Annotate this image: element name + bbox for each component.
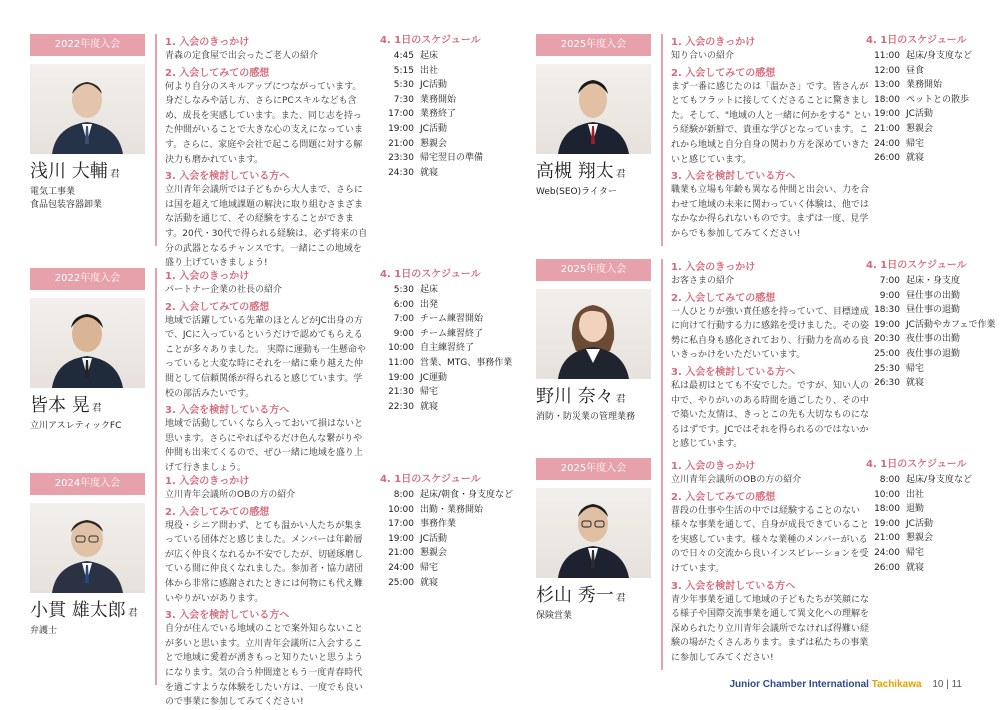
- join-year-badge: 2025年度入会: [536, 34, 651, 56]
- schedule-row: [866, 332, 991, 347]
- schedule: [866, 34, 991, 166]
- schedule-row: [866, 362, 991, 377]
- q3-answer: 職業も立場も年齢も異なる仲間と出会い、力を合わせて地域の未来に関わっていく体験は、他ではなかなか得られないものです。まずは一度、見学からでも参加してみてください!: [671, 185, 870, 239]
- schedule-time: 17:00: [388, 519, 414, 530]
- schedule-row: [380, 93, 505, 108]
- qa-section: [661, 259, 876, 471]
- qa-section: [155, 473, 370, 708]
- schedule-activity: 事務作業: [420, 519, 457, 530]
- schedule-heading: 4. 1日のスケジュール: [866, 459, 967, 470]
- q1-heading: 1. 入会のきっかけ: [671, 262, 756, 273]
- member-name: 皆本 晃 君: [30, 395, 102, 416]
- honorific: 君: [615, 169, 626, 180]
- q3-answer: 自分が住んでいる地域のことで案外知らないことが多いと思います。立川青年会議所に入会することで地域に愛着が湧きもっと知りたいと思うようになります。気の合う仲間達ともう一度青春時代を過ごすような体験をしたい方は、一度でも良いので事業に参加してみてください!: [165, 624, 364, 708]
- q3-heading: 3. 入会を検討している方へ: [165, 405, 290, 417]
- schedule-row: [380, 546, 505, 561]
- schedule-activity: JC活動やカフェで作業: [906, 319, 996, 330]
- q2-answer: まず一番に感じたのは「温かさ」です。皆さんがとてもフラットに接してくださることに驚きました。そして、"地域の人と一緒に何かをする" という経験が新鮮で、貴重な学びとなっています。これから地域と自分自身の関わり方を深めていきたいと感じています。: [671, 81, 871, 165]
- schedule-row: [866, 107, 991, 122]
- schedule-activity: 懇親会: [906, 533, 934, 544]
- affiliation: Web(SEO)ライター: [536, 187, 617, 197]
- schedule: [380, 34, 505, 180]
- page-footer: [729, 679, 962, 690]
- schedule-row: [380, 298, 505, 313]
- schedule-row: [866, 93, 991, 108]
- schedule-activity: 昼仕事の退勤: [906, 305, 961, 316]
- schedule-time: 11:00: [874, 51, 900, 61]
- schedule-time: 6:00: [393, 299, 414, 310]
- schedule-time: 19:00: [874, 109, 900, 120]
- schedule-row: [380, 64, 505, 79]
- schedule-row: [380, 503, 505, 518]
- honorific: 君: [127, 608, 138, 619]
- schedule-time: 9:00: [393, 328, 414, 339]
- member-name: 杉山 秀一 君: [536, 585, 626, 606]
- portrait-photo: [30, 298, 145, 388]
- schedule-row: [380, 283, 505, 298]
- schedule-row: [380, 561, 505, 576]
- schedule-time: 25:30: [874, 363, 900, 374]
- schedule-time: 21:00: [388, 138, 414, 149]
- q1-answer: 立川青年会議所のOBの方の紹介: [671, 475, 802, 485]
- honorific: 君: [615, 394, 626, 405]
- schedule-heading: 4. 1日のスケジュール: [380, 474, 481, 485]
- join-year-badge: 2022年度入会: [30, 268, 145, 290]
- schedule-activity: 出勤・業務開始: [420, 504, 484, 515]
- schedule-activity: 起床/朝食・身支度など: [420, 490, 514, 500]
- q2-answer: 普段の仕事や生活の中では経験することのない様々な事業を通して、自身が成長できていることを実感しています。様々な業種のメンバーがいるので日々の交流から良いインスピレーションを受けています。: [671, 505, 869, 574]
- schedule-activity: 帰宅翌日の準備: [420, 153, 484, 164]
- q1-answer: お客さまの紹介: [671, 276, 735, 286]
- schedule-activity: 自主練習終了: [420, 343, 475, 354]
- schedule-time: 10:00: [874, 489, 900, 500]
- schedule-activity: 帰宅: [906, 138, 925, 149]
- q2-answer: 一人ひとりが強い責任感を持っていて、目標達成に向けて行動する力に感銘を受けました。その姿勢に私自身も感化されており、行動力を高める良いきっかけをいただいています。: [671, 306, 870, 361]
- schedule-time: 5:30: [393, 80, 414, 91]
- schedule: [866, 259, 996, 391]
- schedule-time: 5:30: [393, 285, 414, 295]
- q2-answer: 地域で活躍している先輩のほとんどがJC出身の方で、JCに入っているというだけで認めてもらえることが多々ありました。 実際に運動も一生懸命やっていると大変な時にそれを一緒に乗り越えた仲間として信頼関係が得られると感じています。学校の部活みたいです。: [165, 315, 366, 399]
- q3-heading: 3. 入会を検討している方へ: [165, 610, 290, 622]
- schedule-time: 8:00: [879, 475, 900, 485]
- schedule-time: 25:00: [388, 577, 414, 588]
- schedule-activity: 起床・身支度: [906, 276, 961, 286]
- schedule-activity: JC運動: [420, 372, 447, 383]
- q1-heading: 1. 入会のきっかけ: [165, 37, 250, 48]
- member-name: 高槻 翔太 君: [536, 161, 626, 182]
- schedule-heading: 4. 1日のスケジュール: [866, 35, 967, 46]
- schedule-row: [866, 137, 991, 152]
- schedule-activity: 懇親会: [906, 123, 934, 134]
- schedule-time: 10:00: [388, 343, 414, 354]
- schedule-activity: 起床/身支度など: [906, 475, 973, 485]
- schedule-row: [380, 371, 505, 386]
- schedule-row: [380, 166, 505, 181]
- join-year-badge: 2025年度入会: [536, 458, 651, 480]
- schedule-activity: 出発: [420, 299, 439, 310]
- q2-heading: 2. 入会してみての感想: [671, 292, 776, 304]
- schedule-heading: 4. 1日のスケジュール: [380, 35, 481, 46]
- qa-section: [155, 268, 370, 480]
- schedule-activity: 昼食: [906, 65, 925, 76]
- schedule-activity: 懇親会: [420, 548, 448, 559]
- schedule-activity: 就寝: [420, 167, 439, 178]
- schedule-time: 19:00: [388, 533, 414, 544]
- schedule-heading: 4. 1日のスケジュール: [866, 260, 967, 271]
- schedule-row: [866, 289, 991, 304]
- schedule-row: [866, 122, 991, 137]
- schedule-activity: 退勤: [906, 504, 925, 515]
- page-numbers: 10 | 11: [932, 679, 962, 690]
- schedule-heading: 4. 1日のスケジュール: [380, 269, 481, 280]
- schedule-activity: 就寝: [906, 562, 925, 573]
- schedule-time: 22:30: [388, 401, 414, 412]
- schedule-activity: 業務開始: [906, 80, 943, 91]
- schedule-row: [380, 312, 505, 327]
- schedule-row: [380, 327, 505, 342]
- q1-answer: 青森の定食屋で出会ったご老人の紹介: [165, 51, 319, 61]
- honorific: 君: [615, 593, 626, 604]
- q2-heading: 2. 入会してみての感想: [165, 506, 270, 518]
- schedule-time: 20:30: [874, 334, 900, 345]
- schedule-row: [866, 78, 991, 93]
- schedule-activity: 就寝: [420, 401, 439, 412]
- member-name: 小貫 雄太郎 君: [30, 600, 138, 621]
- schedule-activity: 就寝: [420, 577, 439, 588]
- schedule-activity: 起床: [420, 51, 439, 61]
- q3-answer: 立川青年会議所では子どもから大人まで、さらには国を超えて地域課題の解決に取り組むさまざまな活動を通じて、その経験をすることができます。20代・30代で得られる経験は、必ず将来の自分の武器となるチャンスです。一緒にこの地域を盛り上げていきましょう!: [165, 185, 368, 269]
- q1-heading: 1. 入会のきっかけ: [671, 37, 756, 48]
- q1-answer: 立川青年会議所のOBの方の紹介: [165, 490, 296, 500]
- footer-org: Junior Chamber International: [729, 679, 869, 690]
- schedule-time: 19:00: [388, 372, 414, 383]
- schedule-row: [380, 400, 505, 415]
- q1-answer: 知り合いの紹介: [671, 51, 735, 61]
- affiliation: 弁護士: [30, 626, 58, 636]
- schedule-row: [380, 137, 505, 152]
- schedule-time: 24:00: [874, 547, 900, 558]
- schedule-time: 19:00: [874, 319, 900, 330]
- schedule-activity: チーム練習開始: [420, 314, 484, 325]
- schedule-time: 7:00: [879, 276, 900, 286]
- affiliation: 消防・防災業の管理業務: [536, 412, 636, 422]
- schedule-activity: 夜仕事の出勤: [906, 334, 961, 345]
- honorific: 君: [109, 169, 120, 180]
- q3-heading: 3. 入会を検討している方へ: [671, 171, 796, 183]
- portrait-photo: [30, 503, 145, 593]
- schedule-activity: チーム練習終了: [420, 328, 484, 339]
- schedule-time: 26:00: [874, 153, 900, 164]
- schedule-row: [866, 347, 991, 362]
- schedule-activity: JC活動: [420, 533, 447, 544]
- schedule-activity: 業務開始: [420, 94, 457, 105]
- schedule-activity: 就寝: [906, 153, 925, 164]
- q3-heading: 3. 入会を検討している方へ: [165, 171, 290, 183]
- join-year-badge: 2025年度入会: [536, 259, 651, 281]
- profile-card: [30, 473, 514, 708]
- schedule-activity: ペットとの散歩: [906, 94, 970, 105]
- schedule-activity: JC活動: [420, 80, 447, 91]
- schedule-time: 18:30: [874, 305, 900, 316]
- schedule-activity: 出社: [420, 65, 439, 76]
- q1-answer: パートナー企業の社長の紹介: [165, 285, 283, 295]
- schedule-activity: 起床: [420, 285, 439, 295]
- schedule-row: [866, 517, 991, 532]
- schedule-activity: 夜仕事の退勤: [906, 348, 961, 359]
- schedule-time: 26:00: [874, 562, 900, 573]
- schedule-activity: 帰宅: [420, 562, 439, 573]
- schedule-time: 19:00: [874, 518, 900, 529]
- schedule-time: 21:30: [388, 387, 414, 398]
- q2-heading: 2. 入会してみての感想: [671, 67, 776, 79]
- q1-heading: 1. 入会のきっかけ: [671, 461, 756, 472]
- q3-heading: 3. 入会を検討している方へ: [671, 580, 796, 592]
- join-year-badge: 2022年度入会: [30, 34, 145, 56]
- q3-answer: 私は最初はとても不安でした。ですが、知い人の中で、やりがいのある時間を過ごしたり、その中で築いた友情は、きっとこの先も大切なものになるはずです。JCではそれを得られるのではないかと感じています。: [671, 380, 870, 450]
- q3-answer: 青少年事業を通して地域の子どもたちが笑顔になる様子や国際交流事業を通して異文化への理解を深められたり立川青年会議所でなければ得難い経験の場がたくさんあります。まずは私たちの事業に参加してみてください!: [671, 594, 870, 663]
- schedule-activity: 起床/身支度など: [906, 51, 973, 61]
- schedule-time: 7:00: [393, 314, 414, 325]
- schedule-activity: JC活動: [906, 518, 933, 529]
- schedule: [866, 458, 991, 575]
- schedule-row: [380, 122, 505, 137]
- schedule-time: 17:00: [388, 109, 414, 120]
- schedule-row: [380, 341, 505, 356]
- schedule-time: 18:00: [874, 504, 900, 515]
- schedule-activity: 帰宅: [906, 363, 925, 374]
- schedule-row: [380, 49, 505, 64]
- schedule-time: 5:15: [393, 65, 414, 76]
- schedule-row: [380, 532, 505, 547]
- q2-heading: 2. 入会してみての感想: [165, 67, 270, 79]
- schedule-row: [866, 274, 991, 289]
- qa-section: [661, 34, 876, 246]
- schedule-time: 21:00: [874, 533, 900, 544]
- schedule-time: 24:30: [388, 167, 414, 178]
- schedule-time: 18:00: [874, 94, 900, 105]
- profile-card: [536, 458, 1000, 673]
- schedule-row: [866, 49, 991, 64]
- schedule-row: [866, 531, 991, 546]
- schedule-row: [866, 64, 991, 79]
- portrait-photo: [536, 488, 651, 578]
- schedule-row: [380, 385, 505, 400]
- portrait-photo: [536, 64, 651, 154]
- schedule-time: 21:00: [388, 548, 414, 559]
- schedule-time: 24:00: [874, 138, 900, 149]
- schedule-row: [866, 151, 991, 166]
- qa-section: [155, 34, 370, 269]
- schedule-activity: 出社: [906, 489, 925, 500]
- schedule-row: [866, 473, 991, 488]
- schedule-row: [866, 502, 991, 517]
- schedule-time: 23:30: [388, 153, 414, 164]
- q2-answer: 何より自分のスキルアップにつながっています。身だしなみや話し方、さらにPCスキルなども含め、成長を実感しています。また、同じ志を持った仲間がいることで大きな心の支えになっています。さらに、家庭や会社で起こる問題に対する解決力も磨かれています。: [165, 81, 364, 165]
- schedule-time: 10:00: [388, 504, 414, 515]
- schedule-time: 25:00: [874, 348, 900, 359]
- schedule-row: [380, 488, 514, 503]
- profile-card: [536, 259, 1000, 474]
- schedule-activity: 業務終了: [420, 109, 457, 120]
- schedule-activity: 就寝: [906, 378, 925, 389]
- q1-heading: 1. 入会のきっかけ: [165, 476, 250, 487]
- profile-card: [30, 268, 513, 483]
- schedule-time: 9:00: [879, 290, 900, 301]
- portrait-photo: [536, 289, 651, 379]
- schedule-time: 26:30: [874, 378, 900, 389]
- schedule: [380, 268, 513, 414]
- q2-heading: 2. 入会してみての感想: [165, 301, 270, 313]
- join-year-badge: 2024年度入会: [30, 473, 145, 495]
- schedule-time: 8:00: [393, 490, 414, 500]
- affiliation: 保険営業: [536, 611, 573, 621]
- schedule-activity: 営業、MTG、事務作業: [420, 357, 513, 368]
- qa-section: [661, 458, 876, 670]
- schedule-activity: 懇親会: [420, 138, 448, 149]
- schedule-time: 7:30: [393, 94, 414, 105]
- affiliation: 電気工事業 食品包装容器卸業: [30, 187, 103, 210]
- schedule-time: 4:45: [393, 51, 414, 61]
- profile-card: [536, 34, 1000, 249]
- schedule-row: [866, 546, 991, 561]
- profile-card: [30, 34, 500, 269]
- schedule-row: [866, 561, 991, 576]
- schedule-time: 21:00: [874, 123, 900, 134]
- schedule-row: [380, 107, 505, 122]
- footer-city: Tachikawa: [871, 679, 922, 690]
- schedule-time: 19:00: [388, 123, 414, 134]
- schedule: [380, 473, 514, 590]
- schedule-activity: 昼仕事の出勤: [906, 290, 961, 301]
- member-name: 野川 奈々 君: [536, 386, 626, 407]
- schedule-row: [866, 376, 991, 391]
- affiliation: 立川アスレティックFC: [30, 421, 122, 431]
- q3-heading: 3. 入会を検討している方へ: [671, 366, 796, 378]
- schedule-time: 13:00: [874, 80, 900, 91]
- schedule-activity: JC活動: [906, 109, 933, 120]
- schedule-activity: JC活動: [420, 123, 447, 134]
- schedule-time: 24:00: [388, 562, 414, 573]
- schedule-time: 12:00: [874, 65, 900, 76]
- schedule-row: [380, 576, 505, 591]
- schedule-row: [866, 318, 996, 333]
- schedule-row: [866, 303, 991, 318]
- honorific: 君: [91, 403, 102, 414]
- q2-heading: 2. 入会してみての感想: [671, 491, 776, 503]
- schedule-activity: 帰宅: [906, 547, 925, 558]
- portrait-photo: [30, 64, 145, 154]
- schedule-activity: 帰宅: [420, 387, 439, 398]
- schedule-row: [380, 517, 505, 532]
- q3-answer: 地域で活動していくなら入っておいて損はないと思います。さらにやればやるだけ色んな繋がりや仲間も出来てくるので、ぜひ一緒に地域を盛り上げて行きましょう。: [165, 419, 364, 473]
- schedule-row: [380, 151, 505, 166]
- schedule-row: [380, 356, 513, 371]
- schedule-row: [866, 488, 991, 503]
- q2-answer: 現役・シニア問わず、とても温かい人たちが集まっている団体だと感じました。メンバーは年齢層が広く仲良くなれるか不安でしたが、切磋琢磨している間に仲良くなれました。参加者・協力諸団体から非常に感謝されたときには何物にも代え難いやりがいがあります。: [165, 520, 364, 604]
- schedule-row: [380, 78, 505, 93]
- member-name: 浅川 大輔 君: [30, 161, 120, 182]
- q1-heading: 1. 入会のきっかけ: [165, 271, 250, 282]
- schedule-time: 11:00: [388, 357, 414, 368]
